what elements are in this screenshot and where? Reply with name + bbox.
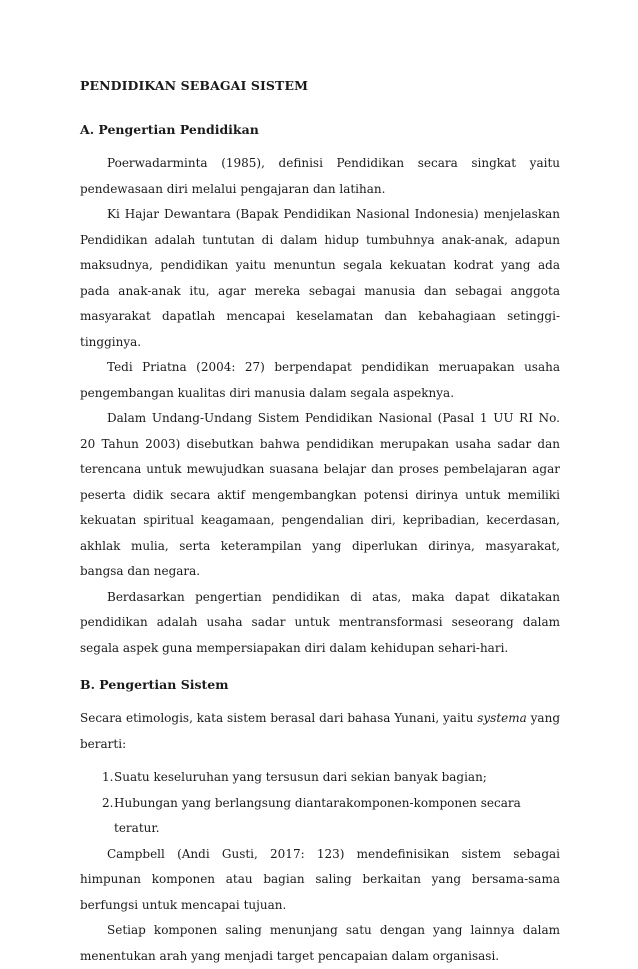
- section-b-heading: B. Pengertian Sistem: [80, 677, 229, 692]
- section-b-paragraph: Campbell (Andi Gusti, 2017: 123) mendefinisikan sistem sebagai himpunan komponen atau bagian saling berkaitan yang bersama-sama berfungsi untuk mencapai tujuan.: [80, 846, 560, 912]
- section-a-paragraph: Tedi Priatna (2004: 27) berpendapat pendidikan meruapakan usaha pengembangan kualitas diri manusia dalam segala aspeknya.: [80, 360, 560, 400]
- document-page: [80, 76, 560, 969]
- definition-list: [80, 765, 560, 842]
- section-b-intro: [80, 706, 560, 757]
- section-a-paragraph: Dalam Undang-Undang Sistem Pendidikan Nasional (Pasal 1 UU RI No. 20 Tahun 2003) disebutkan bahwa pendidikan merupakan usaha sadar dan terencana untuk mewujudkan suasana belajar dan proses pembelajaran agar peserta didik secara aktif mengembangkan potensi dirinya untuk memiliki kekuatan spiritual keagamaan, pengendalian diri, kepribadian, kecerdasan, akhlak mulia, serta keterampilan yang diperlukan dirinya, masyarakat, bangsa dan negara.: [80, 411, 560, 578]
- list-item: [80, 791, 560, 842]
- intro-text-before: Secara etimologis, kata sistem berasal dari bahasa Yunani, yaitu: [80, 711, 478, 725]
- document-title: PENDIDIKAN SEBAGAI SISTEM: [80, 78, 309, 93]
- list-item: [80, 765, 560, 791]
- section-b-paragraph: Setiap komponen saling menunjang satu dengan yang lainnya dalam menentukan arah yang menjadi target pencapaian dalam organisasi.: [80, 923, 560, 963]
- list-item-text: Suatu keseluruhan yang tersusun dari sekian banyak bagian;: [114, 770, 487, 784]
- intro-text-after: yang berarti:: [80, 711, 561, 751]
- section-a-heading: A. Pengertian Pendidikan: [80, 122, 259, 137]
- section-a-paragraph: Ki Hajar Dewantara (Bapak Pendidikan Nasional Indonesia) menjelaskan Pendidikan adalah tuntutan di dalam hidup tumbuhnya anak-anak, adapun maksudnya, pendidikan yaitu menuntun segala kekuatan kodrat yang ada pada anak-anak itu, agar mereka sebagai manusia dan sebagai anggota masyarakat dapatlah mencapai keselamatan dan kebahagiaan setinggi-tingginya.: [80, 207, 560, 349]
- section-a-paragraph: Poerwadarminta (1985), definisi Pendidikan secara singkat yaitu pendewasaan diri melalui pengajaran dan latihan.: [80, 156, 560, 196]
- list-item-number: 1.: [102, 770, 114, 784]
- list-item-number: 2.: [102, 795, 114, 810]
- list-item-text: Hubungan yang berlangsung diantarakomponen-komponen secara teratur.: [114, 795, 521, 835]
- section-a-paragraph: Berdasarkan pengertian pendidikan di atas, maka dapat dikatakan pendidikan adalah usaha sadar untuk mentransformasi seseorang dalam segala aspek guna mempersiapakan diri dalam kehidupan sehari-hari.: [80, 589, 560, 655]
- intro-italic-term: systema: [477, 711, 527, 725]
